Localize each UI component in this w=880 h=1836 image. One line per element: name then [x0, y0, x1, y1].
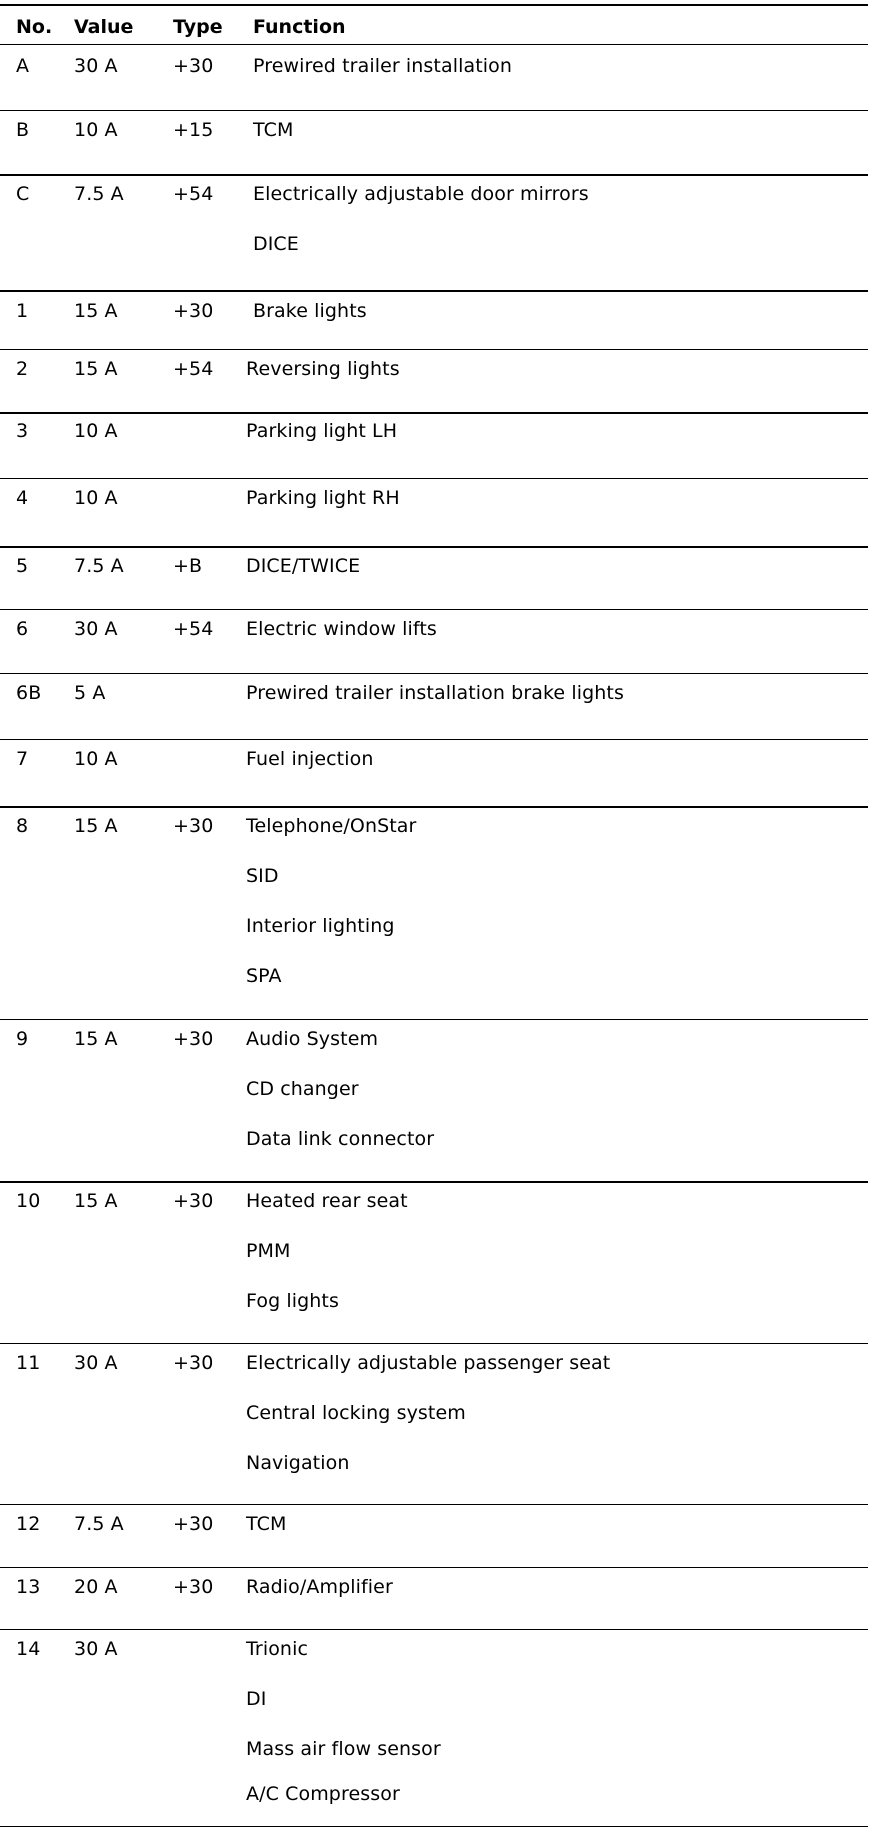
cell-function: Prewired trailer installation	[253, 55, 513, 77]
cell-function: Navigation	[246, 1452, 350, 1474]
cell-function: Trionic	[246, 1638, 308, 1660]
cell-function: DICE	[253, 233, 299, 255]
cell-type: +30	[173, 815, 214, 837]
header-rule	[0, 44, 868, 45]
cell-function: Heated rear seat	[246, 1190, 408, 1212]
cell-function: Electrically adjustable door mirrors	[253, 183, 589, 205]
row-divider	[0, 1343, 868, 1344]
cell-type: +30	[173, 1513, 214, 1535]
cell-no: 6B	[16, 682, 42, 704]
cell-function: DI	[246, 1688, 267, 1710]
cell-function: DICE/TWICE	[246, 555, 361, 577]
cell-no: B	[16, 119, 30, 141]
cell-no: 4	[16, 487, 29, 509]
row-divider	[0, 478, 868, 479]
cell-function: Interior lighting	[246, 915, 395, 937]
cell-value: 10 A	[74, 487, 118, 509]
cell-value: 15 A	[74, 1190, 118, 1212]
cell-type: +30	[173, 55, 214, 77]
cell-function: Prewired trailer installation brake lights	[246, 682, 624, 704]
cell-no: A	[16, 55, 30, 77]
cell-no: 8	[16, 815, 29, 837]
cell-function: Central locking system	[246, 1402, 466, 1424]
cell-value: 15 A	[74, 358, 118, 380]
cell-function: SID	[246, 865, 279, 887]
cell-value: 7.5 A	[74, 183, 124, 205]
cell-no: 1	[16, 300, 29, 322]
cell-value: 30 A	[74, 55, 118, 77]
row-divider	[0, 1826, 868, 1827]
cell-value: 15 A	[74, 300, 118, 322]
cell-no: 13	[16, 1576, 41, 1598]
cell-function: Telephone/OnStar	[246, 815, 417, 837]
cell-value: 10 A	[74, 119, 118, 141]
row-divider	[0, 739, 868, 740]
cell-function: Parking light RH	[246, 487, 400, 509]
cell-function: Reversing lights	[246, 358, 400, 380]
cell-function: Parking light LH	[246, 420, 398, 442]
cell-no: 2	[16, 358, 29, 380]
cell-value: 15 A	[74, 1028, 118, 1050]
cell-no: 11	[16, 1352, 41, 1374]
cell-function: Electrically adjustable passenger seat	[246, 1352, 611, 1374]
cell-value: 30 A	[74, 1638, 118, 1660]
cell-value: 7.5 A	[74, 1513, 124, 1535]
cell-function: A/C Compressor	[246, 1783, 400, 1805]
cell-type: +30	[173, 1190, 214, 1212]
cell-no: 10	[16, 1190, 41, 1212]
cell-function: Fuel injection	[246, 748, 374, 770]
cell-value: 10 A	[74, 420, 118, 442]
header-no: No.	[16, 16, 53, 38]
row-divider	[0, 1504, 868, 1505]
row-divider	[0, 673, 868, 674]
cell-no: 9	[16, 1028, 29, 1050]
cell-type: +B	[173, 555, 203, 577]
cell-no: 6	[16, 618, 29, 640]
cell-function: TCM	[253, 119, 294, 141]
cell-type: +54	[173, 618, 214, 640]
row-divider	[0, 1629, 868, 1630]
header-value: Value	[74, 16, 134, 38]
cell-function: Electric window lifts	[246, 618, 437, 640]
cell-value: 30 A	[74, 1352, 118, 1374]
cell-no: C	[16, 183, 30, 205]
row-divider	[0, 1019, 868, 1020]
cell-no: 7	[16, 748, 29, 770]
header-type: Type	[173, 16, 223, 38]
cell-no: 14	[16, 1638, 41, 1660]
row-divider	[0, 609, 868, 610]
cell-value: 15 A	[74, 815, 118, 837]
cell-function: Radio/Amplifier	[246, 1576, 393, 1598]
row-divider	[0, 110, 868, 111]
cell-value: 30 A	[74, 618, 118, 640]
cell-function: PMM	[246, 1240, 291, 1262]
cell-function: Brake lights	[253, 300, 367, 322]
header-function: Function	[253, 16, 346, 38]
cell-value: 7.5 A	[74, 555, 124, 577]
cell-type: +30	[173, 1576, 214, 1598]
cell-type: +15	[173, 119, 214, 141]
cell-function: Audio System	[246, 1028, 379, 1050]
cell-function: CD changer	[246, 1078, 359, 1100]
row-divider	[0, 1567, 868, 1568]
row-divider	[0, 806, 868, 808]
row-divider	[0, 1181, 868, 1183]
row-divider	[0, 546, 868, 548]
cell-no: 3	[16, 420, 29, 442]
cell-value: 10 A	[74, 748, 118, 770]
cell-type: +54	[173, 183, 214, 205]
row-divider	[0, 412, 868, 414]
row-divider	[0, 174, 868, 176]
cell-type: +30	[173, 1028, 214, 1050]
cell-function: Fog lights	[246, 1290, 339, 1312]
row-divider	[0, 290, 868, 292]
cell-value: 5 A	[74, 682, 106, 704]
table-top-rule	[0, 4, 868, 6]
cell-value: 20 A	[74, 1576, 118, 1598]
cell-function: SPA	[246, 965, 282, 987]
cell-type: +30	[173, 1352, 214, 1374]
cell-function: TCM	[246, 1513, 287, 1535]
cell-no: 12	[16, 1513, 41, 1535]
cell-type: +54	[173, 358, 214, 380]
row-divider	[0, 349, 868, 350]
cell-type: +30	[173, 300, 214, 322]
cell-function: Mass air flow sensor	[246, 1738, 441, 1760]
cell-function: Data link connector	[246, 1128, 435, 1150]
cell-no: 5	[16, 555, 29, 577]
